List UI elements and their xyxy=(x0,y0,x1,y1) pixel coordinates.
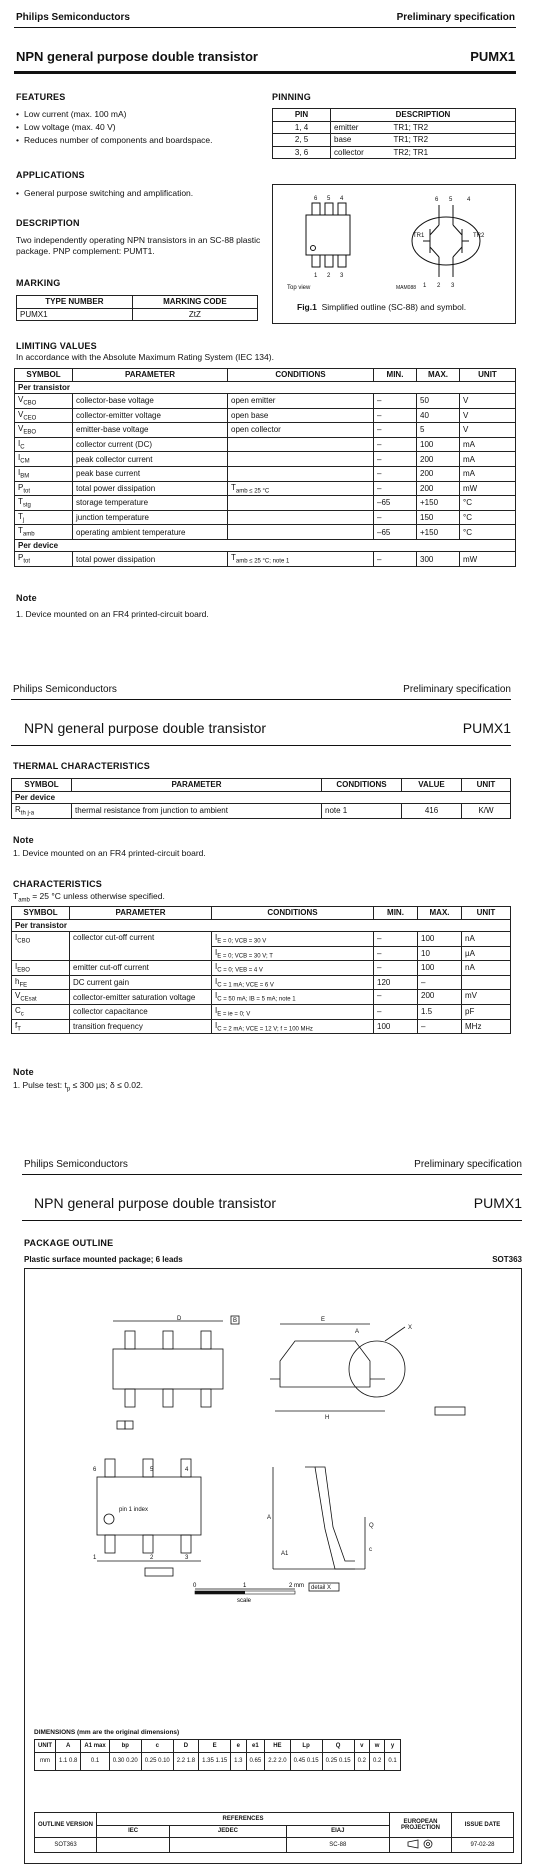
scale-bar xyxy=(193,1583,304,1604)
svg-text:scale: scale xyxy=(237,1598,252,1604)
svg-text:6: 6 xyxy=(435,197,439,203)
table-row: $T_{amb}$ operating ambient temperature –65 +150 °C xyxy=(15,525,516,540)
package-outline-heading: PACKAGE OUTLINE xyxy=(24,1238,114,1248)
thermal-heading: THERMAL CHARACTERISTICS xyxy=(13,761,150,771)
table-row: mm 1.1 0.8 0.1 0.30 0.20 0.25 0.10 2.2 1.8 1.35 1.15 1.3 0.65 2.2 2.0 0.45 0.15 0.25 0.15 0.2 0.2 0.1 xyxy=(35,1752,401,1770)
references-table: OUTLINE VERSION REFERENCES EUROPEAN PROJECTION ISSUE DATE IEC JEDEC EIAJ SOT363 SC-88 97-02-28 xyxy=(34,1812,514,1853)
fig1-outline-and-symbol xyxy=(272,184,516,324)
page1-title: NPN general purpose double transistor xyxy=(16,49,258,64)
char-note: 1. Pulse test: $t_p \le 300$ µs; δ ≤ 0.02. xyxy=(13,1080,144,1093)
svg-text:6: 6 xyxy=(93,1467,97,1473)
limiting-values-table xyxy=(14,368,516,567)
svg-text:E: E xyxy=(321,1317,326,1323)
thermal-table: SYMBOL PARAMETER CONDITIONS VALUE UNIT Per device $R_{th j-a}$ thermal resistance from junction to ambient note 1 416 K/W xyxy=(11,778,511,819)
col-min: MIN. xyxy=(374,369,417,382)
page3-header-rule xyxy=(22,1174,522,1175)
svg-text:1: 1 xyxy=(243,1583,247,1589)
feature-item: • Low voltage (max. 40 V) xyxy=(16,121,276,134)
table-row: $h_{FE}$ DC current gain $I_{C = 1 mA; VCE = 6 V}$ 120 – xyxy=(12,975,511,990)
svg-text:2 mm: 2 mm xyxy=(289,1583,304,1589)
pin-number: 1, 4 xyxy=(273,121,331,134)
page2-header-status: Preliminary specification xyxy=(403,684,511,695)
table-row: $I_{E = 0; VCB = 30 V; T}$ – 10 µA xyxy=(12,946,511,961)
table-row: $V_{CEsat}$ collector-emitter saturation voltage $I_{C = 50 mA; IB = 5 mA; note 1}$ – 200 mV xyxy=(12,990,511,1005)
table-row: $R_{th j-a}$ thermal resistance from junction to ambient note 1 416 K/W xyxy=(12,804,511,819)
svg-text:1: 1 xyxy=(93,1555,97,1561)
svg-text:5: 5 xyxy=(150,1467,154,1473)
group-per-device: Per device xyxy=(15,539,516,552)
features-list xyxy=(16,108,276,147)
pin-transistor: TR1; TR2 xyxy=(391,121,516,134)
col-conditions: CONDITIONS xyxy=(228,369,374,382)
svg-text:4: 4 xyxy=(340,196,344,202)
page1-title-rule xyxy=(14,71,516,74)
svg-text:1: 1 xyxy=(314,273,318,279)
svg-text:c: c xyxy=(369,1547,372,1553)
page3-header-company: Philips Semiconductors xyxy=(24,1159,128,1170)
page1-header-company: Philips Semiconductors xyxy=(16,12,130,23)
page1-part-number: PUMX1 xyxy=(470,49,515,64)
characteristics-table: SYMBOL PARAMETER CONDITIONS MIN. MAX. UNIT Per transistor $I_{CBO}$ collector cut-off current $I_{E = 0; VCB = 30 V}$ – 100 nA $I_{E = 0; VCB = 30 V; T}$ – 10 µA $I_{EBO}$ emitter cut-off current $I_{C = 0; VEB = 4 V}$ – 100 nA $h_{FE}$ DC current gain $I_{C = 1 mA; VCE = 6 V}$ 120 – $V_{CEsat}$ collector-emitter saturation voltage $I_{C = 50 mA; IB = 5 mA; note 1}$ – 200 mV $C_c$ collector capacitance $I_{E = ie = 0; V}$ – 1.5 pF $f_T$ transition frequency $I_{C = 2 mA; VCE = 12 V; f = 100 MHz}$ 100 – MHz xyxy=(11,906,511,1034)
pin-transistor: TR1; TR2 xyxy=(391,134,516,147)
svg-text:4: 4 xyxy=(467,197,471,203)
pin-number: 3, 6 xyxy=(273,146,331,159)
svg-text:B: B xyxy=(233,1318,238,1324)
page3-title-rule xyxy=(22,1220,522,1221)
svg-text:1: 1 xyxy=(423,283,427,289)
table-row: $T_{stg}$ storage temperature –65 +150 °C xyxy=(15,496,516,511)
pin-function: base xyxy=(331,134,391,147)
limiting-heading: LIMITING VALUES xyxy=(16,341,97,351)
projection-symbol-icon xyxy=(390,1838,452,1853)
package-outline-frame xyxy=(24,1268,522,1864)
package-outline-drawing xyxy=(25,1269,523,1609)
svg-text:6: 6 xyxy=(314,196,318,202)
limiting-subheading: In accordance with the Absolute Maximum Rating System (IEC 134). xyxy=(16,352,274,362)
description-text: Two independently operating NPN transistors in an SC-88 plastic package. PNP complement: PUMT1. xyxy=(16,235,261,256)
thermal-note-heading: Note xyxy=(13,835,34,845)
applications-heading: APPLICATIONS xyxy=(16,170,85,180)
marking-col-code: MARKING CODE xyxy=(132,296,257,309)
marking-col-type: TYPE NUMBER xyxy=(17,296,133,309)
page3-header-status: Preliminary specification xyxy=(414,1159,522,1170)
fig1-tr2-label: TR2 xyxy=(473,233,485,239)
svg-text:H: H xyxy=(325,1415,330,1421)
pinning-table xyxy=(272,108,516,159)
marking-type: PUMX1 xyxy=(17,308,133,321)
table-row: $I_{BM}$ peak base current – 200 mA xyxy=(15,466,516,481)
fig1-drawing-code: MAM088 xyxy=(396,285,417,291)
col-symbol: SYMBOL xyxy=(15,369,73,382)
svg-text:2: 2 xyxy=(437,283,441,289)
dimensions-heading: DIMENSIONS (mm are the original dimensions) xyxy=(34,1729,180,1736)
page1-note-heading: Note xyxy=(16,593,37,603)
fig1-tr1-label: TR1 xyxy=(413,233,425,239)
feature-item: • Reduces number of components and boardspace. xyxy=(16,134,276,147)
table-row: $I_{CBO}$ collector cut-off current $I_{E = 0; VCB = 30 V}$ – 100 nA xyxy=(12,932,511,947)
characteristics-subheading: $T_{amb} = 25$ °C unless otherwise specified. xyxy=(13,891,165,904)
page3-title: NPN general purpose double transistor xyxy=(34,1195,277,1211)
pin-transistor: TR2; TR1 xyxy=(391,146,516,159)
application-item: • General purpose switching and amplification. xyxy=(16,187,276,200)
char-note-heading: Note xyxy=(13,1067,34,1077)
svg-text:5: 5 xyxy=(449,197,453,203)
svg-text:3: 3 xyxy=(340,273,344,279)
detail-x-label: detail X xyxy=(311,1585,332,1591)
table-row: $f_T$ transition frequency $I_{C = 2 mA; VCE = 12 V; f = 100 MHz}$ 100 – MHz xyxy=(12,1019,511,1034)
fig1-top-view-label: Top view xyxy=(287,285,311,291)
pinning-col-pin: PIN xyxy=(273,109,331,122)
col-parameter: PARAMETER xyxy=(73,369,228,382)
page1-header-status: Preliminary specification xyxy=(396,12,515,23)
col-max: MAX. xyxy=(417,369,460,382)
svg-text:Q: Q xyxy=(369,1523,374,1529)
page3-part-number: PUMX1 xyxy=(473,1195,522,1211)
package-outline-code: SOT363 xyxy=(492,1255,522,1264)
table-row: $I_{EBO}$ emitter cut-off current $I_{C = 0; VEB = 4 V}$ – 100 nA xyxy=(12,961,511,976)
page2-title-rule xyxy=(11,745,511,746)
description-heading: DESCRIPTION xyxy=(16,218,80,228)
svg-text:D: D xyxy=(177,1316,182,1322)
page1-note: 1. Device mounted on an FR4 printed-circuit board. xyxy=(16,609,209,619)
pin-number: 2, 5 xyxy=(273,134,331,147)
col-unit: UNIT xyxy=(460,369,516,382)
svg-text:A: A xyxy=(267,1515,272,1521)
marking-table xyxy=(16,295,258,321)
svg-text:4: 4 xyxy=(185,1467,189,1473)
marking-heading: MARKING xyxy=(16,278,61,288)
page2-header-company: Philips Semiconductors xyxy=(13,684,117,695)
feature-item: • Low current (max. 100 mA) xyxy=(16,108,276,121)
table-row: $P_{tot}$ total power dissipation $T_{amb \le 25 ^\circ C; note 1}$ – 300 mW xyxy=(15,552,516,567)
pin-function: collector xyxy=(331,146,391,159)
svg-text:A1: A1 xyxy=(281,1551,289,1557)
svg-text:3: 3 xyxy=(185,1555,189,1561)
features-heading: FEATURES xyxy=(16,92,66,102)
table-row: $C_c$ collector capacitance $I_{E = ie = 0; V}$ – 1.5 pF xyxy=(12,1004,511,1019)
table-row: $V_{CEO}$ collector-emitter voltage open base – 40 V xyxy=(15,408,516,423)
characteristics-heading: CHARACTERISTICS xyxy=(13,879,103,889)
pin-function: emitter xyxy=(331,121,391,134)
fig1-caption xyxy=(297,302,466,313)
pinning-col-description: DESCRIPTION xyxy=(331,109,516,122)
page2-part-number: PUMX1 xyxy=(462,720,511,736)
group-per-transistor: Per transistor xyxy=(15,381,516,394)
page2-title: NPN general purpose double transistor xyxy=(24,720,267,736)
table-row: $I_{CM}$ peak collector current – 200 mA xyxy=(15,452,516,467)
thermal-note: 1. Device mounted on an FR4 printed-circuit board. xyxy=(13,848,206,858)
fig1-caption-text: Simplified outline (SC-88) and symbol. xyxy=(321,302,467,312)
svg-text:X: X xyxy=(408,1325,413,1331)
table-row: $V_{CBO}$ collector-base voltage open emitter – 50 V xyxy=(15,394,516,409)
pinning-heading: PINNING xyxy=(272,92,311,102)
table-row: $V_{EBO}$ emitter-base voltage open collector – 5 V xyxy=(15,423,516,438)
page2-header-rule xyxy=(11,699,511,700)
sc88-outline-drawing xyxy=(273,185,517,297)
pin1-index-label: pin 1 index xyxy=(119,1507,149,1513)
page1-header-rule xyxy=(14,27,516,28)
table-row: $T_j$ junction temperature – 150 °C xyxy=(15,510,516,525)
svg-text:5: 5 xyxy=(327,196,331,202)
dimensions-table: UNIT A A1 max bp c D E e e1 HE Lp Q v w y mm 1.1 0.8 0.1 0.30 0.20 0.25 0.10 2.2 1.8 1.35 1.15 1.3 0.65 2.2 2.0 0.45 0.15 0.25 0.15 0.2 0.2 0.1 xyxy=(34,1739,401,1771)
svg-text:3: 3 xyxy=(451,283,455,289)
svg-text:A: A xyxy=(355,1329,360,1335)
svg-text:0: 0 xyxy=(193,1583,197,1589)
table-row: $I_C$ collector current (DC) – 100 mA xyxy=(15,437,516,452)
svg-text:2: 2 xyxy=(327,273,331,279)
marking-code: ZtZ xyxy=(132,308,257,321)
fig1-caption-number: Fig.1 xyxy=(297,302,317,312)
applications-list xyxy=(16,187,276,200)
table-row: SOT363 SC-88 97-02-28 xyxy=(35,1838,514,1853)
table-row: $P_{tot}$ total power dissipation $T_{amb \le 25 ^\circ C}$ – 200 mW xyxy=(15,481,516,496)
package-outline-subheading: Plastic surface mounted package; 6 leads xyxy=(24,1255,183,1264)
svg-text:2: 2 xyxy=(150,1555,154,1561)
